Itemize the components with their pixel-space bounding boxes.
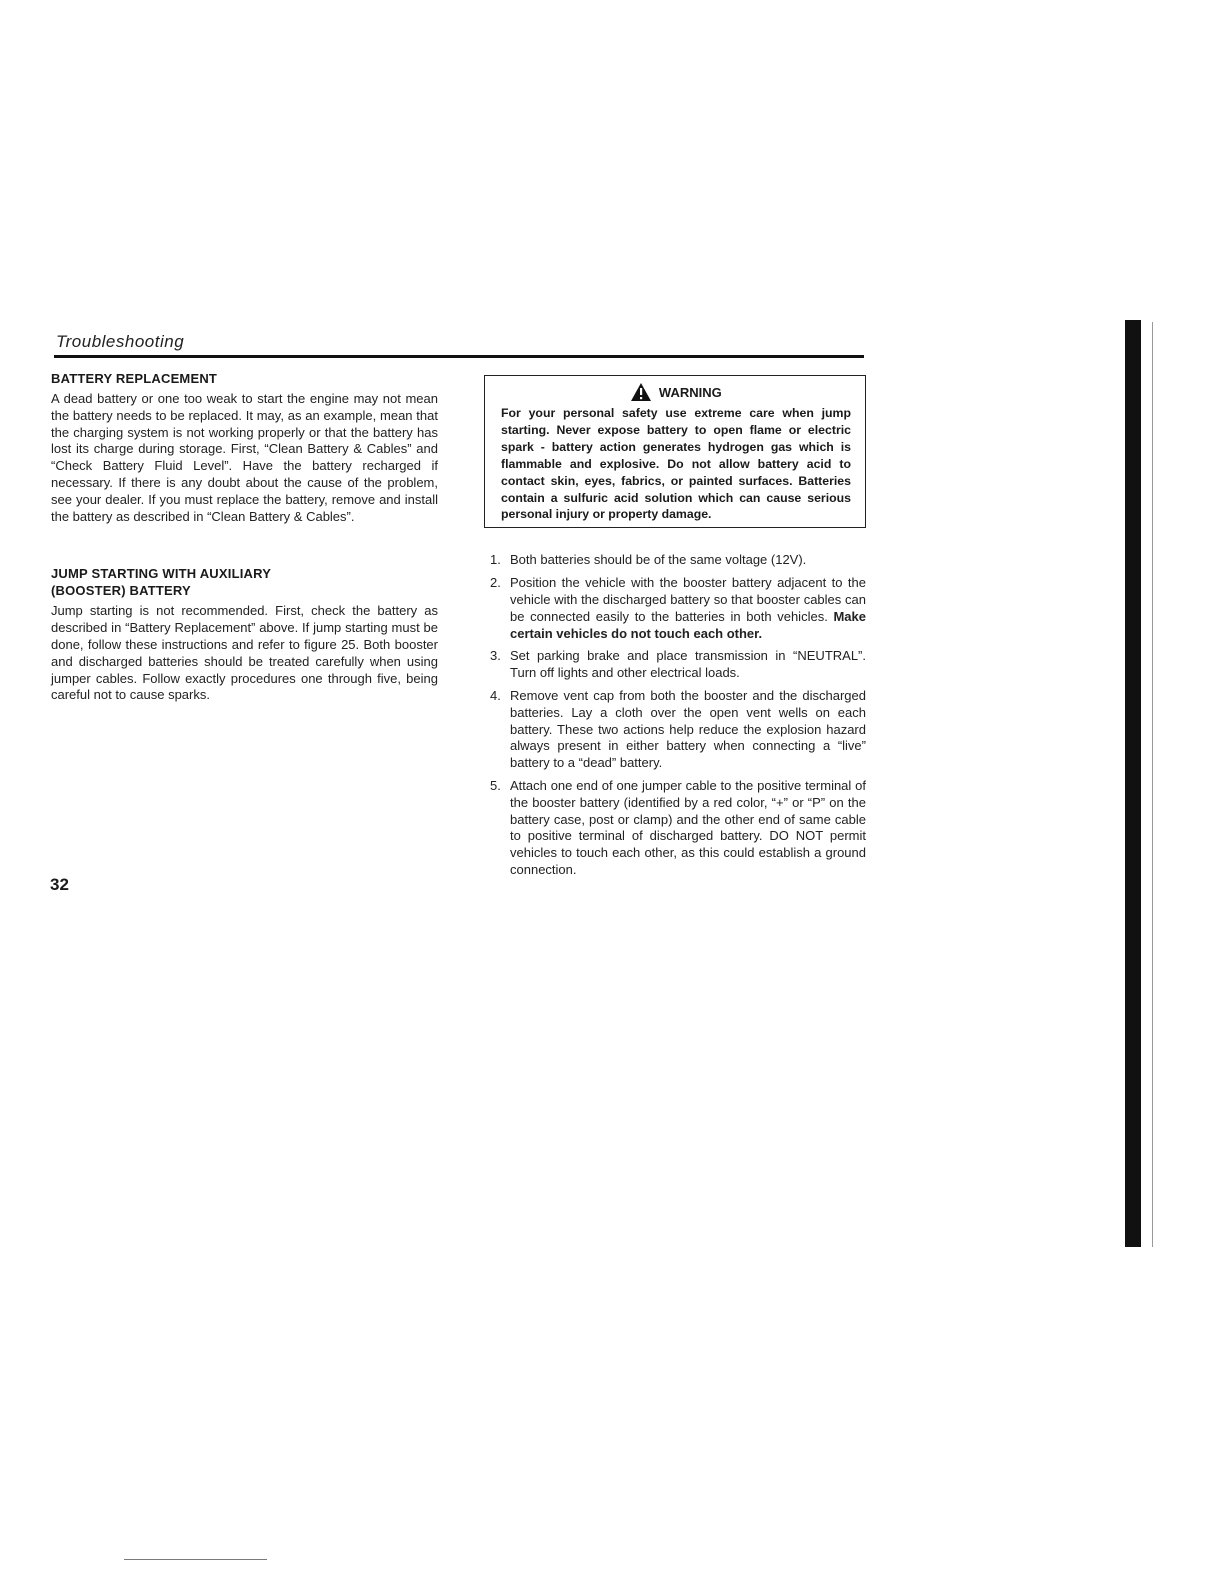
warning-triangle-icon: [630, 382, 652, 402]
scan-edge-bar: [1125, 320, 1141, 1247]
section-gap: [51, 525, 438, 565]
left-column: [51, 370, 438, 704]
step-text: Set parking brake and place transmission in “NEUTRAL”. Turn off lights and other electrical loads.: [510, 648, 866, 681]
list-item: [484, 688, 866, 772]
battery-replacement-heading: BATTERY REPLACEMENT: [51, 371, 218, 386]
list-item: [484, 552, 866, 569]
bottom-rule: [124, 1559, 267, 1560]
list-item: [484, 648, 866, 682]
step-text: Attach one end of one jumper cable to the positive terminal of the booster battery (identified by a red color, “+” or “P” on the battery case, post or clamp) and the other end of same cable to positive terminal of discharged battery. DO NOT permit vehicles to touch each other, as this could establish a ground connection.: [510, 777, 866, 877]
step-number: 1.: [490, 552, 501, 568]
step-text: Position the vehicle with the booster battery adjacent to the vehicle with the discharged battery so that booster cables can be connected easily to the batteries in both vehicles.: [510, 575, 866, 624]
warning-header: [501, 382, 851, 403]
step-text: Both batteries should be of the same voltage (12V).: [510, 552, 807, 568]
step-number: 4.: [490, 687, 501, 703]
step-bold-text: Make certain vehicles do not touch each other.: [510, 608, 866, 641]
warning-title: WARNING: [658, 385, 722, 400]
step-number: 2.: [490, 575, 501, 591]
jump-starting-heading-line1: JUMP STARTING WITH AUXILIARY: [51, 566, 272, 582]
jump-starting-heading: [51, 565, 438, 599]
section-title: Troubleshooting: [56, 332, 185, 351]
jump-starting-heading-line2: (BOOSTER) BATTERY: [51, 583, 191, 599]
warning-box: [484, 375, 866, 528]
step-number: 5.: [490, 777, 501, 793]
jump-starting-text: Jump starting is not recommended. First, check the battery as described in “Battery Replacement” above. If jump starting must be done, follow these instructions and refer to figure 25. Both booster and discharged batteries should be treated carefully when using jumper cables. Follow exactly procedures one through five, being careful not to cause sparks.: [51, 603, 438, 703]
header-rule: [54, 355, 864, 358]
page-number: 32: [50, 875, 69, 894]
battery-replacement-text: A dead battery or one too weak to start the engine may not mean the battery needs to be replaced. It may, as an example, mean that the charging system is not working properly or that the battery has lost its charge during storage. First, “Clean Battery & Cables” and “Check Battery Fluid Level”. Have the battery recharged if necessary. If there is any doubt about the cause of the problem, see your dealer. If you must replace the battery, remove and install the battery as described in “Clean Battery & Cables”.: [51, 391, 438, 524]
steps-list: [484, 552, 866, 878]
scan-edge-line: [1152, 322, 1153, 1247]
warning-text: For your personal safety use extreme care when jump starting. Never expose battery to open flame or electric spark - battery action generates hydrogen gas which is flammable and explosive. Do not allow battery acid to contact skin, eyes, fabrics, or painted surfaces. Batteries contain a sulfuric acid solution which can cause serious personal injury or property damage.: [501, 406, 851, 522]
list-item: [484, 575, 866, 642]
right-column: [484, 375, 866, 885]
step-number: 3.: [490, 648, 501, 664]
step-text: Remove vent cap from both the booster and the discharged batteries. Lay a cloth over the open vent wells on each battery. These two actions help reduce the explosion hazard always present in either battery when connecting a “live” battery to a “dead” battery.: [510, 687, 866, 771]
list-item: [484, 778, 866, 879]
